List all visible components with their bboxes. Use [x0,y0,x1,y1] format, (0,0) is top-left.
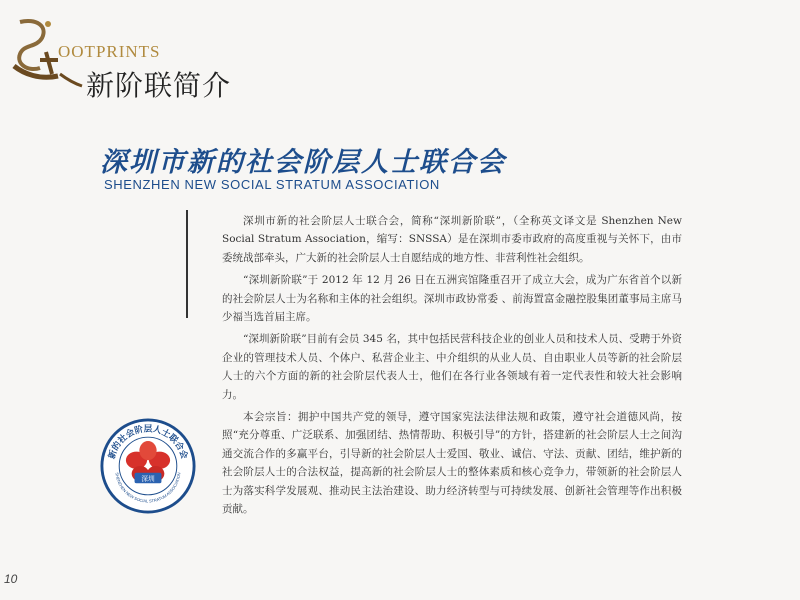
org-name-chinese: 深圳市新的社会阶层人士联合会 [100,147,506,178]
seal-top-text: 新的社会阶层人士联合会 [107,424,189,461]
association-seal-icon [100,418,196,514]
seal-center-text: 深圳 [141,474,155,483]
page-number: 10 [4,572,18,586]
intro-body [222,212,682,523]
seal-bottom-text: SHENZHEN NEW SOCIAL STRATUM ASSOCIATION [114,472,182,504]
footprints-wordmark: OOTPRINTS [58,42,161,61]
intro-paragraph: 本会宗旨：拥护中国共产党的领导，遵守国家宪法法律法规和政策，遵守社会道德风尚，按照“充分尊重、广泛联系、加强团结、热情帮助、积极引导”的方针，搭建新的社会阶层人士之间沟通交流合作的多赢平台，引导新的社会阶层人士爱国、敬业、诚信、守法、贡献、团结，维护新的社会阶层人士的合法权益，提高新的社会阶层人士的整体素质和核心竞争力，带领新的社会阶层人士为落实科学发展观、推动民主法治建设、助力经济转型与可持续发展、创新社会管理等作出积极贡献。 [222,411,682,516]
org-name-english: SHENZHEN NEW SOCIAL STRATUM ASSOCIATION [104,177,440,192]
intro-paragraph: “深圳新阶联”于 2012 年 12 月 26 日在五洲宾馆隆重召开了成立大会，成为广东省首个以新的社会阶层人士为名称和主体的社会组织。深圳市政协常委 、前海置富金融控股集团董事局主席马少福当选首届主席。 [222,274,682,324]
section-title: 新阶联简介 [86,69,232,102]
intro-paragraph: 深圳市新的社会阶层人士联合会，简称“深圳新阶联”，（全称英文译文是 Shenzhen New Social Stratum Association，缩写：SNSSA）是在深圳市委市政府的高度重视与关怀下，由市委统战部牵头，广大新的社会阶层人士自愿结成的地方性、非营利性社会组织。 [222,215,682,264]
vertical-divider [186,210,188,318]
intro-paragraph: “深圳新阶联”目前有会员 345 名，其中包括民营科技企业的创业人员和技术人员、受聘于外资企业的管理技术人员、个体户、私营企业主、中介组织的从业人员、自由职业人员等新的社会阶层人士的六个方面的新的社会阶层代表人士，他们在各行业各领域有着一定代表性和较大社会影响力。 [222,333,682,401]
page-header [6,14,266,102]
